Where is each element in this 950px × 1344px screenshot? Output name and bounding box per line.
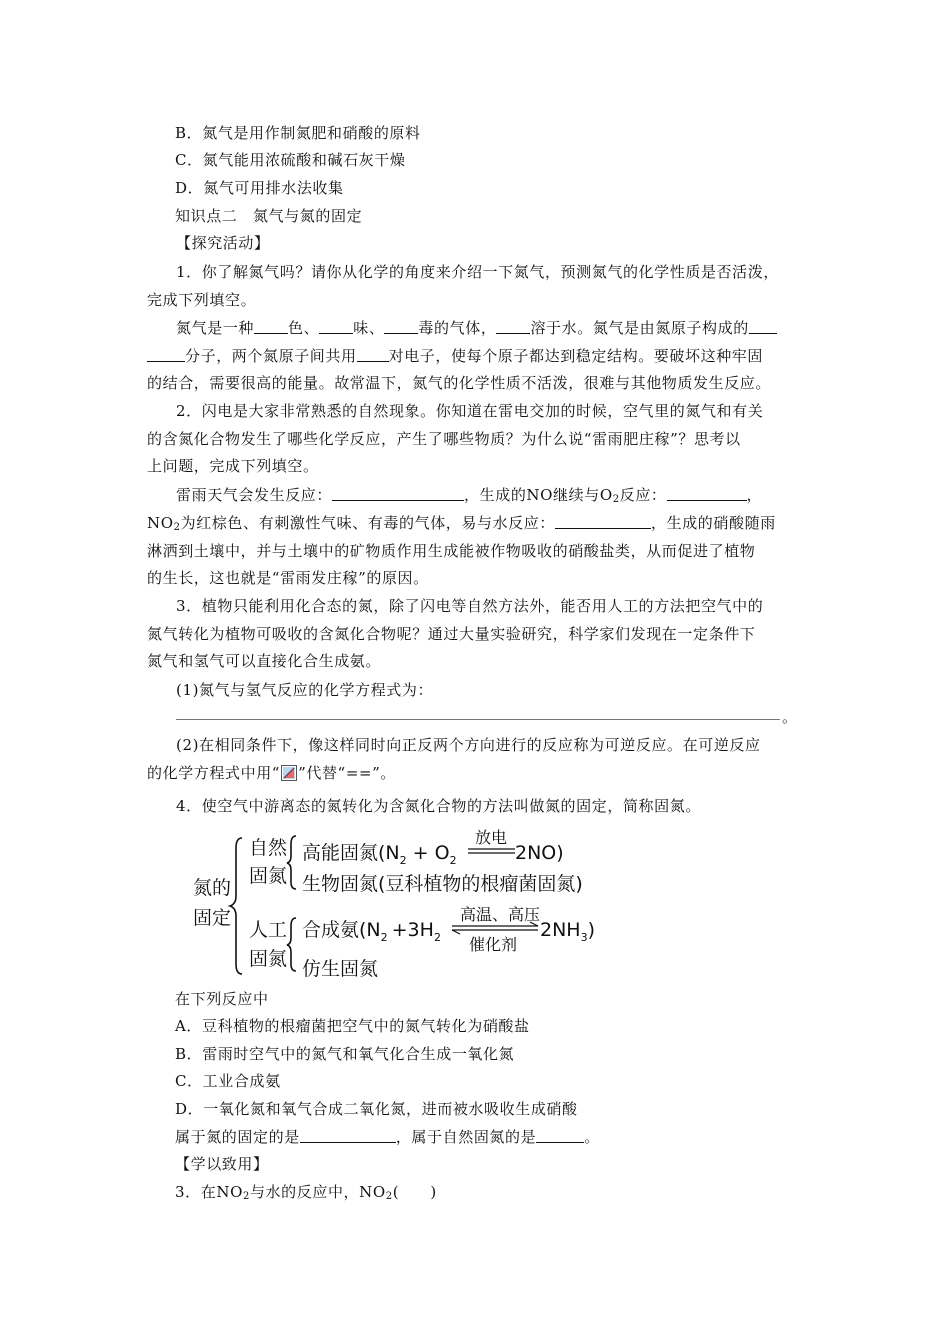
option-d: D．氮气可用排水法收集 — [175, 179, 344, 197]
q1-line-a: 1．你了解氮气吗？请你从化学的角度来介绍一下氮气，预测氮气的化学性质是否活泼， — [176, 263, 779, 281]
activity-heading: 【探究活动】 — [176, 234, 270, 252]
q4-option-b: B．雷雨时空气中的氮气和氧气化合生成一氧化氮 — [175, 1045, 515, 1063]
blank — [667, 486, 747, 501]
q4-line: 4．使空气中游离态的氮转化为含氮化合物的方法叫做氮的固定，简称固氮。 — [176, 797, 701, 815]
diagram-synthesis-condition-bottom: 催化剂 — [469, 935, 518, 954]
q1-line-b: 完成下列填空。 — [147, 291, 257, 309]
q4-option-c: C．工业合成氨 — [175, 1072, 281, 1090]
blank — [332, 486, 464, 501]
q3-line-a: 3．植物只能利用化合态的氮，除了闪电等自然方法外，能否用人工的方法把空气中的 — [176, 597, 764, 615]
blank — [749, 319, 777, 334]
diagram-synthesis-product: $2NH_3$) — [540, 919, 596, 944]
diagram-high-energy-product: 2NO) — [515, 842, 564, 864]
q4-option-a: A．豆科植物的根瘤菌把空气中的氮气转化为硝酸盐 — [175, 1017, 530, 1035]
answer-line-end: 。 — [782, 708, 798, 726]
q1-line-c: 氮气是一种 色、 味、 毒的气体， 溶于水。氮气是由氮原子构成的 — [176, 318, 777, 338]
q4-answer-line: 属于氮的固定的是 ，属于自然固氮的是 。 — [175, 1128, 600, 1146]
q1-line-d: 分子，两个氮原子间共用 对电子，使每个原子都达到稳定结构。要破坏这种牢固 — [147, 346, 763, 366]
blank — [300, 1128, 396, 1143]
next-question: 3．在$NO_2$与水的反应中，$NO_2$( ) — [175, 1183, 437, 1202]
blank — [357, 347, 389, 362]
apply-heading: 【学以致用】 — [175, 1155, 269, 1173]
q2-line-g: 的生长，这也就是“雷雨发庄稼”的原因。 — [147, 569, 429, 587]
blank — [384, 319, 418, 334]
q1-line-e: 的结合，需要很高的能量。故常温下，氮气的化学性质不活泼，很难与其他物质发生反应。 — [147, 374, 772, 392]
blank — [536, 1128, 584, 1143]
q2-line-c: 上问题，完成下列填空。 — [147, 457, 319, 475]
q3-part-2-a: (2)在相同条件下，像这样同时向正反两个方向进行的反应称为可逆反应。在可逆反应 — [176, 736, 761, 754]
reversible-arrow-icon — [281, 765, 297, 781]
diagram-synthesis-condition-top: 高温、高压 — [460, 905, 541, 924]
diagram-artificial-2: 固氮 — [249, 948, 288, 970]
q2-line-d: 雷雨天气会发生反应： ，生成的NO继续与$O_2$反应： ， — [176, 486, 763, 505]
q3-line-b: 氮气转化为植物可吸收的含氮化合物呢？通过大量实验研究，科学家们发现在一定条件下 — [147, 625, 756, 643]
blank — [147, 347, 185, 362]
option-b: B．氮气是用作制氮肥和硝酸的原料 — [175, 124, 421, 142]
diagram-artificial-1: 人工 — [249, 919, 288, 941]
diagram-natural-1: 自然 — [249, 837, 288, 859]
diagram-brace-artificial — [287, 918, 296, 971]
option-c: C．氮气能用浓硫酸和碱石灰干燥 — [175, 151, 406, 169]
diagram-brace-root — [230, 838, 242, 974]
blank — [254, 319, 288, 334]
answer-line — [176, 719, 780, 720]
blank — [319, 319, 353, 334]
diagram-synthesis: 合成氨($N_2 +3H_2$ — [302, 919, 441, 944]
diagram-brace-natural — [287, 836, 296, 889]
diagram-natural-2: 固氮 — [249, 865, 288, 887]
q3-part-1: (1)氮气与氢气反应的化学方程式为： — [176, 681, 434, 699]
q2-line-a: 2．闪电是大家非常熟悉的自然现象。你知道在雷电交加的时候，空气里的氮气和有关 — [176, 402, 764, 420]
section-heading: 知识点二 氮气与氮的固定 — [175, 207, 363, 225]
blank — [496, 319, 530, 334]
q3-part-2-b: 的化学方程式中用“ ”代替“==”。 — [147, 764, 397, 782]
q4-lead: 在下列反应中 — [175, 990, 269, 1008]
q2-line-f: 淋洒到土壤中，并与土壤中的矿物质作用生成能被作物吸收的硝酸盐类，从而促进了植物 — [147, 542, 756, 560]
q4-option-d: D．一氧化氮和氧气合成二氧化氮，进而被水吸收生成硝酸 — [175, 1100, 578, 1118]
nitrogen-fixation-diagram — [190, 826, 620, 986]
diagram-high-energy: 高能固氮($N_2 + O_2$ — [302, 842, 457, 867]
diagram-bionic-fixation: 仿生固氮 — [302, 958, 379, 980]
q2-line-b: 的含氮化合物发生了哪些化学反应，产生了哪些物质？为什么说“雷雨肥庄稼”？思考以 — [147, 430, 741, 448]
q3-line-c: 氮气和氢气可以直接化合生成氨。 — [147, 652, 382, 670]
diagram-bio-fixation: 生物固氮(豆科植物的根瘤菌固氮) — [302, 873, 583, 895]
diagram-root-2: 固定 — [193, 907, 232, 929]
q2-line-e: $NO_2$为红棕色、有刺激性气味、有毒的气体，易与水反应： ，生成的硝酸随雨 — [147, 514, 776, 533]
diagram-root-1: 氮的 — [193, 877, 232, 899]
diagram-discharge-condition: 放电 — [475, 828, 508, 847]
blank — [555, 514, 651, 529]
